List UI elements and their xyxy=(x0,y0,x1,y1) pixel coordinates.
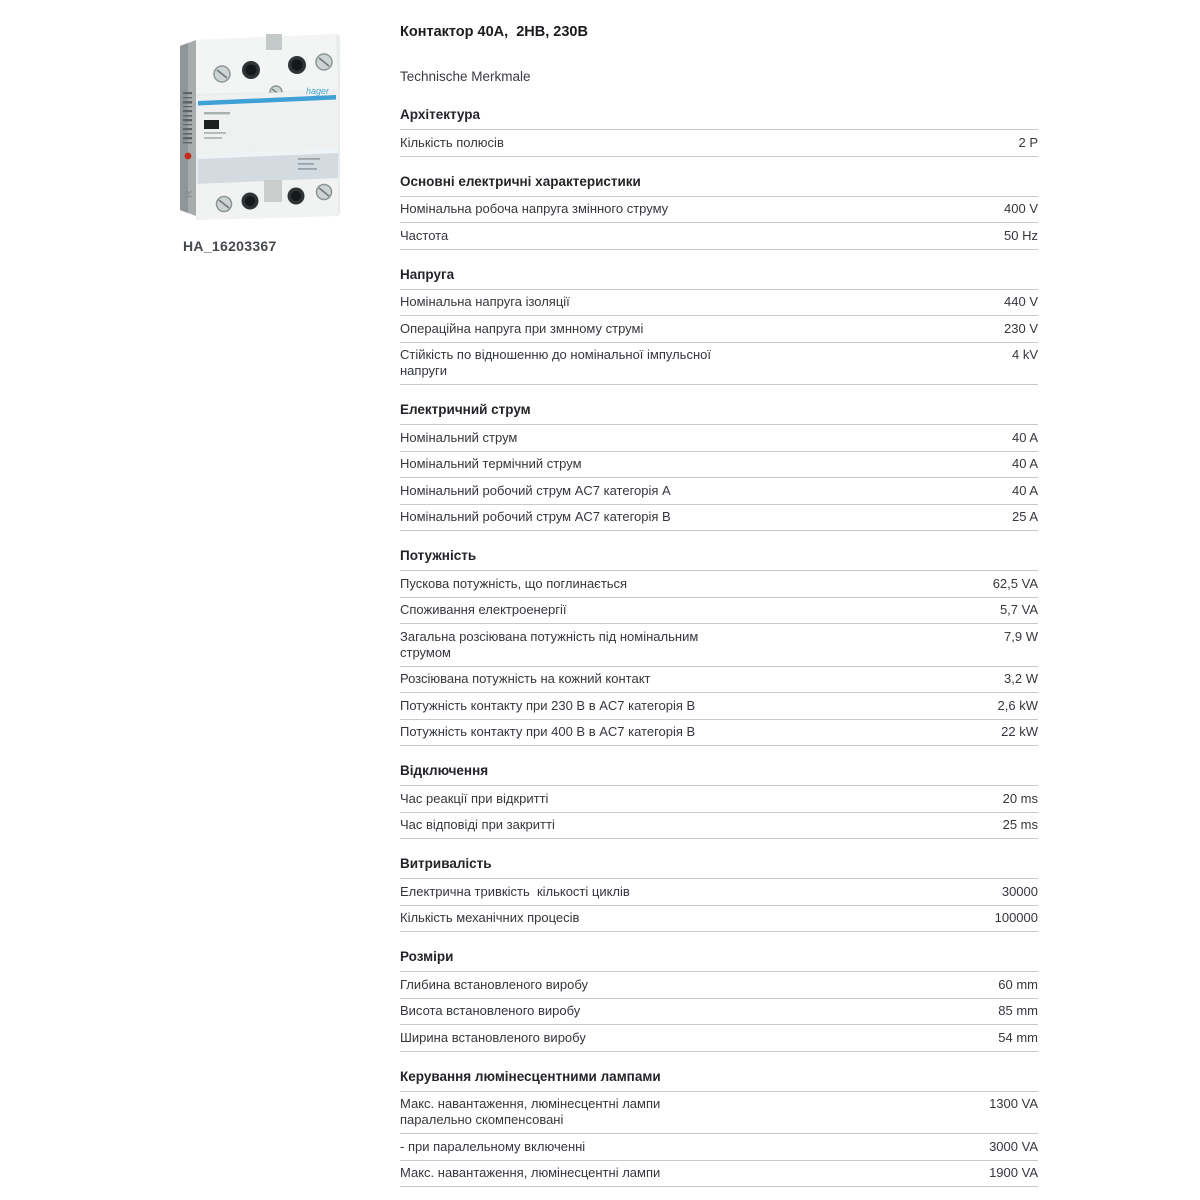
spec-label: Номінальний робочий струм AC7 категорія A xyxy=(400,482,671,498)
spec-label: Час відповіді при закритті xyxy=(400,817,555,832)
spec-label: Потужність контакту при 230 В в AC7 категорія B xyxy=(400,697,696,713)
brand-logo: hager xyxy=(306,86,330,96)
label-text-line xyxy=(204,132,226,134)
spec-row xyxy=(400,290,1038,317)
spec-label: Глибина встановленого виробу xyxy=(400,976,589,992)
spec-row xyxy=(400,452,1038,479)
spec-row xyxy=(400,999,1038,1026)
spec-value: 62,5 VA xyxy=(992,575,1038,591)
spec-row xyxy=(400,505,1038,532)
spec-label: Потужність контакту при 400 В в AC7 категорія B xyxy=(400,724,696,739)
spec-section xyxy=(400,174,1038,250)
spec-label: Кількість полюсів xyxy=(400,134,504,150)
section-title: Відключення xyxy=(400,763,1038,786)
spec-value: 2,6 kW xyxy=(997,697,1038,713)
label-text-line xyxy=(204,137,222,139)
spec-value: 440 V xyxy=(1004,294,1038,309)
spec-row xyxy=(400,786,1038,813)
section-title: Керування люмінесцентними лампами xyxy=(400,1069,1038,1092)
spec-label: Ширина встановленого виробу xyxy=(400,1029,586,1045)
section-title: Архітектура xyxy=(400,107,1038,130)
spec-label: Номінальний робочий струм AC7 категорія B xyxy=(400,509,671,524)
spec-row xyxy=(400,693,1038,720)
spec-section xyxy=(400,548,1038,746)
cover-mark xyxy=(298,163,314,165)
section-title: Напруга xyxy=(400,267,1038,290)
spec-value: 2 P xyxy=(1018,134,1038,150)
spec-row xyxy=(400,624,1038,667)
bottom-notch xyxy=(264,180,282,202)
terminal-hole-inner xyxy=(291,191,301,201)
contactor-product-photo xyxy=(178,32,350,224)
spec-row xyxy=(400,425,1038,452)
spec-label: Електрична тривкість кількості циклів xyxy=(400,883,630,899)
spec-label: Макс. навантаження, люмінесцентні лампи xyxy=(400,1165,661,1180)
spec-row xyxy=(400,667,1038,694)
spec-row xyxy=(400,720,1038,747)
spec-label: Загальна розсіювана потужність під номінальним струмом xyxy=(400,628,702,660)
spec-section xyxy=(400,267,1038,386)
spec-value: 50 Hz xyxy=(1004,227,1038,243)
spec-row xyxy=(400,1092,1038,1135)
section-title: Витривалість xyxy=(400,856,1038,879)
cover-mark xyxy=(298,168,317,170)
conformity-mark: R xyxy=(183,190,195,198)
spec-label: Висота встановленого виробу xyxy=(400,1003,581,1018)
spec-row xyxy=(400,972,1038,999)
spec-section xyxy=(400,107,1038,157)
spec-value: 3000 VA xyxy=(989,1138,1038,1154)
spec-value: 230 V xyxy=(1004,320,1038,336)
spec-section xyxy=(400,856,1038,932)
product-reference-caption: HA_16203367 xyxy=(183,238,277,254)
contactor-illustration xyxy=(178,32,350,224)
product-column xyxy=(178,32,363,254)
section-title: Розміри xyxy=(400,949,1038,972)
spec-label: Стійкість по відношенню до номінальної імпульсної напруги xyxy=(400,347,715,378)
spec-value: 40 A xyxy=(1011,429,1038,445)
spec-value: 400 V xyxy=(1004,201,1038,216)
spec-value: 7,9 W xyxy=(1004,628,1038,644)
label-text-line xyxy=(204,112,230,114)
page-title: Контактор 40А, 2НВ, 230В xyxy=(400,24,588,40)
spec-label: Макс. навантаження, люмінесцентні лампи паралельно скомпенсовані xyxy=(400,1096,664,1127)
spec-label: Час реакції при відкритті xyxy=(400,790,549,806)
spec-row xyxy=(400,1025,1038,1052)
spec-value: 40 A xyxy=(1011,456,1038,471)
spec-section xyxy=(400,763,1038,839)
section-title: Потужність xyxy=(400,548,1038,571)
spec-section xyxy=(400,402,1038,531)
terminal-hole-inner xyxy=(245,196,255,206)
spec-value: 100000 xyxy=(994,910,1038,925)
spec-label: Номінальна напруга ізоляції xyxy=(400,294,570,309)
spec-value: 25 A xyxy=(1011,509,1038,524)
label-black-box xyxy=(204,120,219,129)
spec-label: Номінальна робоча напруга змінного струму xyxy=(400,201,669,216)
spec-value: 22 kW xyxy=(1001,724,1038,739)
spec-value: 20 ms xyxy=(1002,790,1038,806)
spec-label: Номінальний термічний струм xyxy=(400,456,582,471)
spec-row xyxy=(400,906,1038,933)
cover-mark xyxy=(298,158,320,160)
spec-row xyxy=(400,130,1038,157)
spec-label: Споживання електроенергії xyxy=(400,602,567,617)
spec-row xyxy=(400,197,1038,224)
spec-row xyxy=(400,598,1038,625)
spec-value: 54 mm xyxy=(998,1029,1038,1045)
spec-label: Операційна напруга при змнному струмі xyxy=(400,320,644,336)
spec-value: 1900 VA xyxy=(989,1165,1038,1180)
red-indicator xyxy=(185,153,192,160)
spec-section xyxy=(400,1069,1038,1188)
terminal-hole-inner xyxy=(292,60,303,71)
spec-row xyxy=(400,1161,1038,1188)
spec-row xyxy=(400,813,1038,840)
spec-row xyxy=(400,478,1038,505)
spec-column xyxy=(400,24,1038,1200)
spec-label: Частота xyxy=(400,227,449,243)
spec-value: 4 kV xyxy=(1011,347,1038,362)
spec-value: 5,7 VA xyxy=(999,602,1038,617)
spec-value: 30000 xyxy=(1001,883,1038,899)
spec-value: 60 mm xyxy=(998,976,1038,992)
spec-row xyxy=(400,223,1038,250)
section-title: Електричний струм xyxy=(400,402,1038,425)
page-subtitle: Technische Merkmale xyxy=(400,69,531,84)
spec-value: 40 A xyxy=(1011,482,1038,498)
spec-value: 3,2 W xyxy=(1004,671,1038,686)
spec-section xyxy=(400,949,1038,1052)
spec-label: Пускова потужність, що поглинається xyxy=(400,575,628,591)
spec-sections xyxy=(400,107,1038,1187)
spec-label: - при паралельному включенні xyxy=(400,1138,586,1154)
spec-row xyxy=(400,571,1038,598)
spec-row xyxy=(400,343,1038,386)
spec-row xyxy=(400,879,1038,906)
top-notch xyxy=(266,34,282,50)
spec-value: 25 ms xyxy=(1002,817,1038,832)
spec-value: 1300 VA xyxy=(989,1096,1038,1111)
spec-label: Номінальний струм xyxy=(400,429,518,445)
spec-label: Кількість механічних процесів xyxy=(400,910,580,925)
terminal-hole-inner xyxy=(246,65,257,76)
section-title: Основні електричні характеристики xyxy=(400,174,1038,197)
spec-label: Розсіювана потужність на кожний контакт xyxy=(400,671,651,686)
spec-value: 85 mm xyxy=(998,1003,1038,1018)
spec-row xyxy=(400,1134,1038,1161)
spec-row xyxy=(400,316,1038,343)
